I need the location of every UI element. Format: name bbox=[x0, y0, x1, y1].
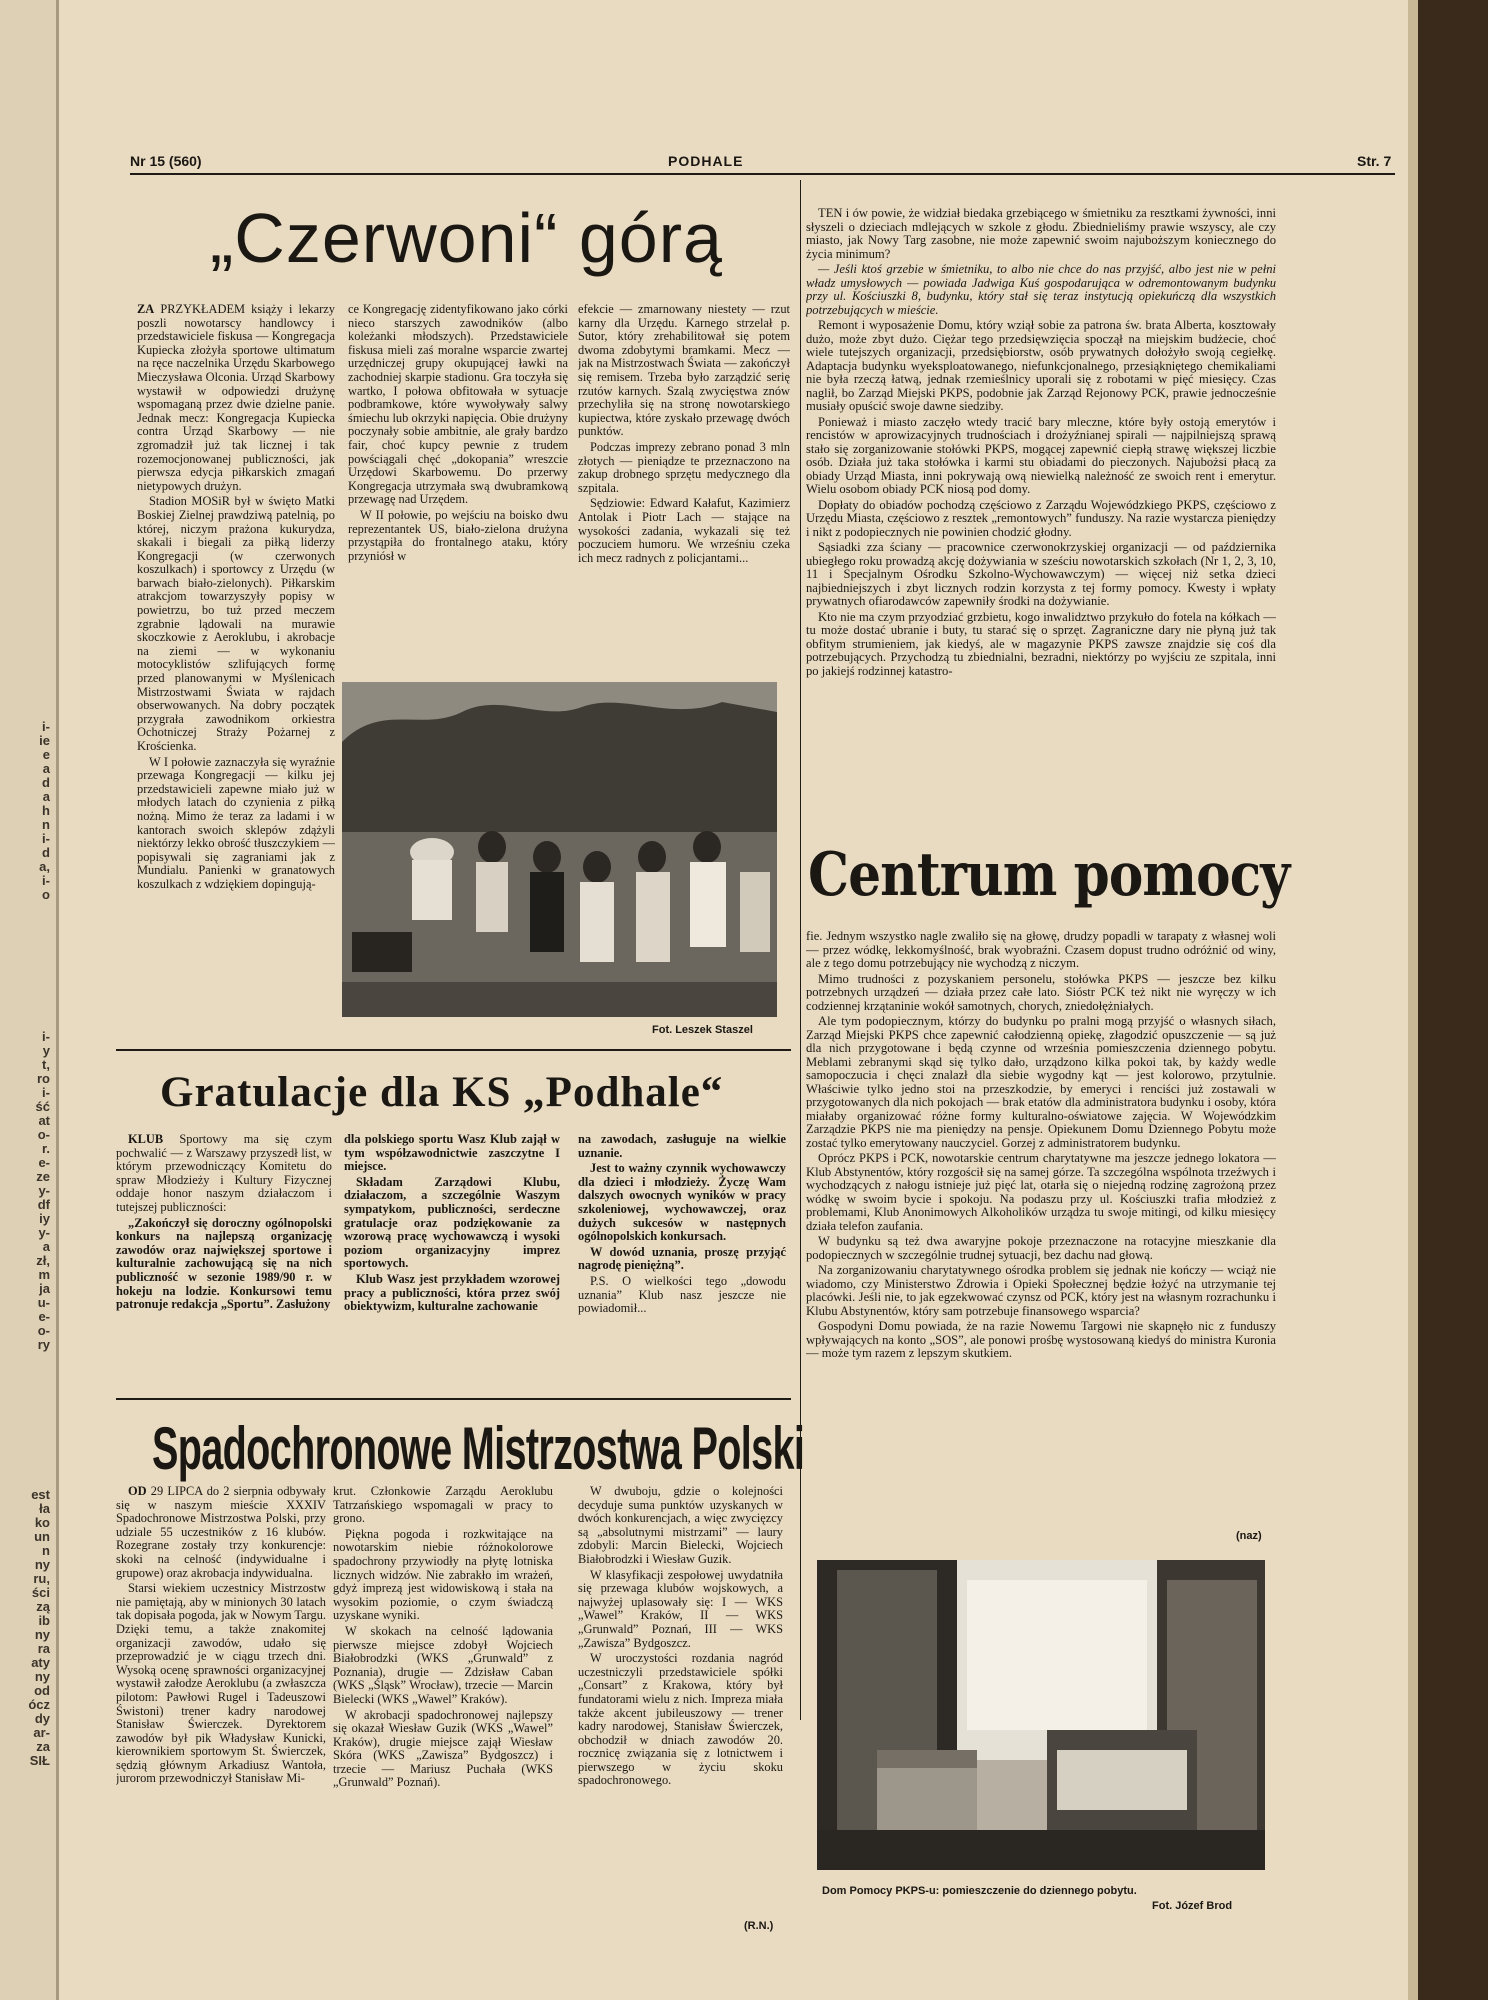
headline-spadochronowe: Spadochronowe Mistrzostwa Polski bbox=[152, 1415, 805, 1482]
fragment-text: ny bbox=[34, 1669, 50, 1684]
paragraph: krut. Członkowie Zarządu Aeroklubu Tatrzańskiego wspomagali w pracy to grono. bbox=[333, 1485, 553, 1526]
fragment-text: h bbox=[42, 803, 50, 818]
day-care-room-photo bbox=[817, 1560, 1265, 1870]
paragraph: Podczas imprezy zebrano ponad 3 mln złotych — pieniądze te przeznaczono na zakup drobnego sprzętu medycznego dla szpitala. bbox=[578, 439, 790, 495]
paragraph: OD 29 LIPCA do 2 sierpnia odbywały się w naszym mieście XXXIV Spadochronowe Mistrzostwa Polski, przy udziale 55 uczestników z 16 klubów. Rozegrane zostały trzy konkurencje: skoki na celność (indywidualne i grupowe) oraz akrobacja indywidualna. bbox=[116, 1485, 326, 1580]
paragraph: TEN i ów powie, że widział biedaka grzebiącego w śmietniku za resztkami żywności, inni słyszeli o dzieciach mdlejących w szkole z głodu. Zbiednieliśmy prawie wszyscy, ale czy miasto, jak Nowy Targ zasobne, nie może zapewnić swoim najuboższym koniecznego do życia minimum? bbox=[806, 207, 1276, 261]
fragment-text: a bbox=[42, 761, 50, 776]
lead-in: OD bbox=[128, 1485, 147, 1498]
fragment-text: d bbox=[42, 845, 50, 860]
fragment-text: a, bbox=[39, 859, 50, 874]
fragment-text: u- bbox=[37, 1295, 50, 1310]
fragment-text: iy bbox=[39, 1211, 50, 1226]
paragraph: Oprócz PKPS i PCK, nowotarskie centrum charytatywne ma jeszcze jednego lokatora — Klub Abstynentów, który rozgościł się na samej górze. Ta szczególna wspólnota trzeźwych i wychodzących z nałogu istnieje już pięć lat, otarła się o niejedną rodzinę zagrożoną przez wódkę w swoim bycie i spokoju. Na podaszu przy ul. Kościuszki trafia młodzież z problemami, Klub Anonimowych Alkoholików urządza tu swoje mitingi, od kilku miesięcy działa telefon zaufania. bbox=[806, 1151, 1276, 1233]
paragraph: „Zakończył się doroczny ogólnopolski konkurs na najlepszą organizację zawodów oraz największej sportowe i kulturalnie zachowującą się na nich publiczność w sezonie 1989/90 r. w hokeju na lodzie. Konkursowi temu patronuje redakcja „Sportu”. Zasłużony bbox=[116, 1215, 332, 1312]
article3-column-3 bbox=[578, 1133, 786, 1395]
paragraph: Remont i wyposażenie Domu, który wziął sobie za patrona św. brata Alberta, kosztowały dużo, może zbyt dużo. Ciężar tego przedsięwzięcia spoczął na miejskim budżecie, choć wiele tutejszych organizacji, przedsiębiorstw, osób prywatnych dołożyło swoją cegiełkę. Adaptacja budynku wyeksploatowanego, niefunkcjonalnego, przesiąkniętego chemikaliami nie była rzeczą łatwą, jednak rzemieślnicy uporali się z robotami w pięć miesięcy. Czas naglił, bo Zarząd Miejski PKPS, podobnie jak Zarząd Rejonowy PCK, prawie jednocześnie musiały opuścić swoje dawne siedziby. bbox=[806, 318, 1276, 413]
fragment-text: at bbox=[38, 1113, 50, 1128]
article4-column-1 bbox=[116, 1485, 326, 1940]
paragraph: Ponieważ i miasto zaczęło wtedy tracić bary mleczne, które były ostoją emerytów i rencistów w aprowizacyjnych trudnościach i drożyźnianej spirali — najpilniejszą sprawą stało się zorganizowanie stołówki PKPS, mogącej zapewnić ciepłą strawę większej liczbie osób. Działa już taka stołówka i karmi stu obiadami do pieczonych. Najubożsi płacą za obiady Urząd Miasta, inni pokrywają ową niewielką należność ze swoich rent i emerytur. Wielu osobom obiady PCK niosą pod domy. bbox=[806, 414, 1276, 496]
paragraph: W akrobacji spadochronowej najlepszy się okazał Wiesław Guzik (WKS „Wawel” Kraków), drugie miejsce zajął Wiesław Skóra (WKS „Zawisza” Bydgoszcz) i trzecie — Mariusz Puchała (WKS „Grunwald” Poznań). bbox=[333, 1707, 553, 1790]
paragraph: Mimo trudności z pozyskaniem personelu, stołówka PKPS — jeszcze bez kilku potrzebnych urządzeń — działa przez całe lato. Sióstr PCK też nikt nie wyręczy w ich codziennej krzątaninie wokół samotnych, chorych, zniedołężniałych. bbox=[806, 971, 1276, 1013]
fragment-text: ść bbox=[35, 1099, 50, 1114]
paragraph: Stadion MOSiR był w święto Matki Boskiej Zielnej prawdziwą patelnią, po której, niczym prażona kukurydza, skakali i biegali za piłką liderzy Kongregacji (w czerwonych koszulkach) i sportowcy z Urzędu (w barwach biało-zielonych). Piłkarskim atrakcjom towarzyszyły popisy w powietrzu, bo tuż przed meczem zgrabnie lądowali na murawie skoczkowie z Aeroklubu, i akrobacje na ziemi — w wykonaniu motocyklistów szlifujących formę przed planowanymi w Myślenicach Mistrzostwami Świata w rajdach obserwowanych. Na dobry początek przygrała zawodnikom orkiestra Ochotniczej Straży Pożarnej z Krościenka. bbox=[137, 494, 335, 753]
fragment-text: zł, bbox=[36, 1253, 50, 1268]
paragraph: P.S. O wielkości tego „dowodu uznania” Klub nasz jeszcze nie powiadomił... bbox=[578, 1273, 786, 1316]
lead-in: KLUB bbox=[128, 1133, 164, 1146]
fragment-text: ko bbox=[34, 1515, 50, 1530]
fragment-text: i- bbox=[42, 1085, 50, 1100]
paragraph: dla polskiego sportu Wasz Klub zajął w tym współzawodnictwie zaszczytne I miejsce. bbox=[344, 1133, 560, 1174]
fragment-text: o- bbox=[37, 1127, 50, 1142]
fragment-text: aty bbox=[31, 1655, 50, 1670]
day-care-room-photo-image bbox=[817, 1560, 1265, 1870]
column-divider bbox=[800, 180, 801, 1720]
fragment-text: i- bbox=[42, 719, 50, 734]
photo-caption: Dom Pomocy PKPS-u: pomieszczenie do dziennego pobytu. bbox=[822, 1885, 1137, 1897]
fragment-text: un bbox=[34, 1529, 50, 1544]
fragment-text: y bbox=[42, 1043, 50, 1058]
fragment-text: ib bbox=[38, 1613, 50, 1628]
fragment-text: ar- bbox=[33, 1725, 50, 1740]
paragraph: KLUB Sportowy ma się czym pochwalić — z Warszawy przyszedł list, w którym przewodniczący Komitetu do spraw Młodzieży i Kultury Fizycznej oddaje honor naszym działaczom i tutejszej publiczności: bbox=[116, 1133, 332, 1214]
paragraph: W uroczystości rozdania nagród uczestniczyli przedstawiciele spółki „Consart” z Krakowa, który był fundatorami wielu z nich. Impreza miała także akcent jubileuszowy — trener kadry narodowej, Stanisław Świerczek, obchodził w dniach zawodów 20. rocznicę związania się z lotnictwem i pierwszego w życiu skoku spadochronowego. bbox=[578, 1651, 783, 1788]
football-team-photo bbox=[342, 682, 777, 1017]
header-rule bbox=[130, 173, 1395, 175]
signature: (R.N.) bbox=[744, 1920, 774, 1932]
article2-intro-column bbox=[806, 207, 1276, 825]
fragment-text: ócz bbox=[28, 1697, 50, 1712]
fragment-text: n bbox=[42, 817, 50, 832]
fragment-text: od bbox=[34, 1683, 50, 1698]
fragment-text: a bbox=[42, 789, 50, 804]
photo-credit: Fot. Józef Brod bbox=[1152, 1900, 1233, 1912]
paragraph: Piękna pogoda i rozkwitające na nowotarskim niebie różnokolorowe spadochrony przywiodły na płytę lotniska licznych widzów. Nie zabrakło im wrażeń, gdyż imprezą jest widowiskową i stała na wysokim poziomie, o czym świadczą uzyskane wyniki. bbox=[333, 1526, 553, 1623]
paragraph: W klasyfikacji zespołowej uwydatniła się przewaga klubów wojskowych, a najwyżej uplasowały się: I — WKS „Wawel” Kraków, II — WKS „Grunwald” Poznań, III — WKS „Zawisza” Bydgoszcz. bbox=[578, 1567, 783, 1650]
paragraph: Starsi wiekiem uczestnicy Mistrzostw nie pamiętają, aby w minionych 30 latach tak dopisała pogoda, jak w Nowym Targu. Dzięki temu, a także znakomitej organizacji zawodów, udało się przeprowadzić je w ciągu trzech dni. Wysoką ocenę sprawności organizacyjnej wystawił załodze Aeroklubu (a zwłaszcza pilotom: Pawłowi Rugel i Tadeuszowi Świstoni) trener kadry narodowej Stanisław Świerczek. Dyrektorem zawodów był pik Władysław Kunicki, kierownikiem sportowym St. Świerczek, sędzią głównym Arkadiusz Wantoła, jurorom przewodniczył Stanisław Mi- bbox=[116, 1581, 326, 1786]
paragraph: efekcie — zmarnowany niestety — rzut karny dla Urzędu. Karnego strzelał p. Sutor, który zrehabilitował się potem dwoma zdobytymi bramkami. Mecz — jak na Mistrzostwach Świata — zakończył się remisem. Trzeba było zarządzić serię rzutów karnych. Szalą zwycięstwa znów przechyliła się na stronę nowotarskiego kupiectwa, które zyskało przewagę dwóch punktów. bbox=[578, 303, 790, 439]
article1-column-3 bbox=[578, 303, 790, 678]
article3-column-2 bbox=[344, 1133, 560, 1395]
paragraph: Jest to ważny czynnik wychowawczy dla dzieci i młodzieży. Życzę Wam dalszych owocnych wyników w pracy szkoleniowej, wychowawczej, oraz dużych sukcesów w następnych ogólnopolskich konkursach. bbox=[578, 1161, 786, 1244]
fragment-text: dy bbox=[34, 1711, 50, 1726]
article2-main-column bbox=[806, 930, 1276, 1545]
headline-gratulacje: Gratulacje dla KS „Podhale“ bbox=[160, 1069, 724, 1116]
paragraph: Sędziowie: Edward Kałafut, Kazimierz Antolak i Piotr Lach — stające na wysokości zadania, wykazali się też poczuciem humoru. We wrześniu czeka ich mecz radnych z policjantami... bbox=[578, 496, 790, 565]
headline-centrum-pomocy: Centrum pomocy bbox=[808, 840, 1290, 910]
photo-credit: Fot. Leszek Staszel bbox=[652, 1024, 753, 1036]
football-team-photo-image bbox=[342, 682, 777, 1017]
fragment-text: y- bbox=[38, 1225, 50, 1240]
previous-page-fragment bbox=[0, 1030, 50, 1352]
paragraph: W dowód uznania, proszę przyjąć nagrodę pieniężną”. bbox=[578, 1244, 786, 1273]
paragraph: na zawodach, zasługuje na wielkie uznanie. bbox=[578, 1133, 786, 1160]
fragment-text: zą bbox=[36, 1599, 50, 1614]
page-number: Str. 7 bbox=[1357, 153, 1392, 169]
fragment-text: ry bbox=[37, 1337, 50, 1352]
fragment-text: y- bbox=[38, 1183, 50, 1198]
fragment-text: ro bbox=[37, 1071, 50, 1086]
paragraph: Ale tym podopiecznym, którzy do budynku po pralni mogą przyjść o własnych siłach, Zarząd Miejski PKPS chce zapewnić całodzienną opiekę, złagodzić opuszczenie — są już dla nich przygotowane i będą czynne od września pomieszczenia dziennego pobytu. Meblami zebranymi skąd się tylko dało, urządzono kilka pokoi tak, by każdy wedle samopoczucia i chęci znalazł dla siebie wygodny kąt — jest kolorowo, przytulnie. Właściwie tylko jedno stoi na przeszkodzie, by emeryci i renciści już zostawali w przygotowanych dla nich pokojach — brak etatów dla administratora budynku i osoby, która miałaby organizować różne formy kulturalno-oświatowe zajęcia. W Wojewódzkim Zarządzie PKPS nie ma pieniędzy na pensje. Opiekunem Domu Dziennego Pobytu może zostać tylko emerytowany nauczyciel. Gorzej z administratorem budynku. bbox=[806, 1014, 1276, 1150]
fragment-text: t, bbox=[42, 1057, 50, 1072]
paragraph: W skokach na celność lądowania pierwsze miejsce zdobył Wojciech Białobrodzki (WKS „Grunwald” z Poznania), drugie — Zdzisław Caban (WKS „Śląsk” Wrocław), trzecie — Marcin Bielecki (WKS „Wawel” Kraków). bbox=[333, 1623, 553, 1706]
fragment-text: a bbox=[42, 1239, 50, 1254]
paragraph: Kto nie ma czym przyodziać grzbietu, kogo inwalidztwo przykuło do fotela na kółkach — tu może dostać ubranie i buty, tu starać się o sprzęt. Zagraniczne dary nie płyną już tak obfitym strumieniem, jak kiedyś, ale w magazynie PKPS zawsze znajdzie się coś dla potrzebujących. Przychodzą tu zbiednialni, bezradni, niektórzy po wyjściu ze szpitala, inni po jakiejś rodzinnej katastro- bbox=[806, 609, 1276, 678]
article1-column-2 bbox=[348, 303, 568, 663]
fragment-text: SIŁ bbox=[29, 1753, 50, 1768]
paragraph: Na zorganizowaniu charytatywnego ośrodka problem się jednak nie kończy — wciąż nie wiadomo, czy Ministerstwo Zdrowia i Opieki Społecznej będzie łożyć na utrzymanie tej placówki. Jeśli nie, to jak egzekwować czynsz od PCK, który jest na własnym rozrachunku i Klubu Abstynentów, który sam potrzebuje finansowego wsparcia? bbox=[806, 1263, 1276, 1318]
paragraph: ce Kongregację zidentyfikowano jako córki nieco starszych zawodników (albo koleżanki młodszych). Przedstawiciele fiskusa mieli zaś moralne wsparcie zwartej urzędniczej grupy okupującej ławki na zachodniej skarpie stadionu. Gra toczyła się wartko, I połowa obfitowała w sytuacje podbramkowe, które wywoływały salwy śmiechu lub okrzyki napięcia. Obie drużyny poczynały sobie ambitnie, ale grały bardzo fair, choć kupcy pewnie z trudem powściągali chęć „dokopania” wreszcie Urzędowi Skarbowemu. Do przerwy Kongregacja utrzymała swą dwubramkową przewagę nad Urzędem. bbox=[348, 303, 568, 507]
fragment-text: m bbox=[38, 1267, 50, 1282]
article4-column-3 bbox=[578, 1485, 783, 1925]
paragraph: W dwuboju, gdzie o kolejności decyduje suma punktów uzyskanych w dwóch konkurencjach, a więc zwycięzcy są „absolutnymi mistrzami” — laury zdobyli: Marcin Bielecki, Wojciech Białobrodzki i Wiesław Guzik. bbox=[578, 1485, 783, 1566]
fragment-text: n bbox=[42, 1543, 50, 1558]
newspaper-name: PODHALE bbox=[668, 153, 744, 169]
fragment-text: i- bbox=[42, 1029, 50, 1044]
fragment-text: e- bbox=[38, 1309, 50, 1324]
section-rule bbox=[116, 1398, 791, 1400]
fragment-text: za bbox=[36, 1739, 50, 1754]
fragment-text: ie bbox=[39, 733, 50, 748]
previous-page-fragment bbox=[0, 1488, 50, 1768]
paragraph: Dopłaty do obiadów pochodzą częściowo z Zarządu Wojewódzkiego PKPS, częściowo z Urzędu Miasta, częściowo z resztek „remontowych” funduszy. Na razie wystarcza pieniędzy i nikt z podopiecznych nie powinien chodzić głodny. bbox=[806, 497, 1276, 539]
article1-column-1 bbox=[137, 303, 335, 1023]
fragment-text: i- bbox=[42, 831, 50, 846]
fragment-text: i- bbox=[42, 873, 50, 888]
headline-czerwoni: „Czerwoni“ górą bbox=[210, 199, 723, 277]
issue-number: Nr 15 (560) bbox=[130, 153, 202, 169]
fragment-text: ze bbox=[36, 1169, 50, 1184]
fragment-text: o bbox=[42, 887, 50, 902]
paragraph: — Jeśli ktoś grzebie w śmietniku, to albo nie chce do nas przyjść, albo jest nie w pełni władz umysłowych — powiada Jadwiga Kuś gospodarująca w odremontowanym budynku przy ul. Kościuszki 8, budynku, który stał się teraz instytucją opiekuńczą dla wszystkich potrzebujących w mieście. bbox=[806, 262, 1276, 317]
paragraph: W budynku są też dwa awaryjne pokoje przeznaczone na rotacyjne mieszkanie dla podopiecznych w szczególnie trudnej sytuacji, bez dachu nad głową. bbox=[806, 1234, 1276, 1262]
fragment-text: ny bbox=[34, 1557, 50, 1572]
fragment-text: ny bbox=[34, 1627, 50, 1642]
article3-column-1 bbox=[116, 1133, 332, 1395]
fragment-text: ści bbox=[31, 1585, 50, 1600]
paragraph: Klub Wasz jest przykładem wzorowej pracy a publiczności, która przez swój obiektywizm, kulturalne zachowanie bbox=[344, 1271, 560, 1314]
paragraph: ZA PRZYKŁADEM książy i lekarzy poszli nowotarscy handlowcy i przedstawiciele fiskusa — Kongregacja Kupiecka złożyła sportowe ultimatum na ręce naczelnika Urzędu Skarbowego Mieczysława Olconia. Urząd Skarbowy wystawił w odpowiedzi drużynę wspomaganą przez dwie dzielne panie. Jednak mecz: Kongregacja Kupiecka contra Urząd Skarbowy — nie zgromadził już tak licznej i tak rozemocjonowanej publiczności, jak pierwsza edycja piłkarskich zmagań nietypowych drużyn. bbox=[137, 303, 335, 493]
fragment-text: e- bbox=[38, 1155, 50, 1170]
page-gutter-shadow bbox=[56, 0, 59, 2000]
fragment-text: o- bbox=[37, 1323, 50, 1338]
fragment-text: ja bbox=[39, 1281, 50, 1296]
fragment-text: e bbox=[42, 747, 50, 762]
paragraph: fie. Jednym wszystko nagle zwaliło się na głowę, drudzy popadli w tarapaty z własnej woli — przez wódkę, lekkomyślność, brak wyobraźni. Czasem dopust trudno odróżnić od winy, ale z tego domu potrzebujący nie wychodzą z niczym. bbox=[806, 930, 1276, 970]
fragment-text: r. bbox=[42, 1141, 50, 1156]
fragment-text: d bbox=[42, 775, 50, 790]
paragraph: W I połowie zaznaczyła się wyraźnie przewaga Kongregacji — kilku jej przedstawicieli zapewne miało już w młodych latach do czynienia z piłką nożną. Mimo że teraz za ladami i w kantorach swoich sklepów zdążyli niektórzy lekko obrość tłuszczykiem — popisywali się zagraniami jak z Mundialu. Panienki w granatowych koszulkach z wdziękiem dopingują- bbox=[137, 754, 335, 891]
fragment-text: est bbox=[31, 1487, 50, 1502]
paragraph: Sąsiadki zza ściany — pracownice czerwonokrzyskiej organizacji — od października ubiegłego roku prowadzą akcję dożywiania w sześciu nowotarskich szkołach (Nr 1, 2, 3, 10, 11 i Specjalnym Ośrodku Szkolno-Wychowawczym) — więcej niż setka dzieci najbiedniejszych i zbyt licznych rodzin korzysta z tej formy pomocy. Kwesty i wpłaty prywatnych ofiarodawców zapewniły środki na dożywianie. bbox=[806, 540, 1276, 608]
signature: (naz) bbox=[1236, 1530, 1262, 1542]
fragment-text: ła bbox=[39, 1501, 50, 1516]
paragraph: W II połowie, po wejściu na boisko dwu reprezentantek US, biało-zielona drużyna przystąpiła do frontalnego ataku, który przyniósł w bbox=[348, 507, 568, 563]
paragraph: Składam Zarządowi Klubu, działaczom, a szczególnie Waszym sympatykom, publiczności, serdeczne gratulacje oraz podziękowanie za wzorową pracę wychowawczą i wysoki poziom organizacyjny imprez sportowych. bbox=[344, 1174, 560, 1271]
lead-in: ZA bbox=[137, 303, 155, 316]
section-rule bbox=[116, 1049, 791, 1051]
fragment-text: df bbox=[37, 1197, 50, 1212]
article4-column-2 bbox=[333, 1485, 553, 1940]
binding-edge bbox=[1418, 0, 1488, 2000]
fragment-text: ra bbox=[37, 1641, 50, 1656]
paragraph: Gospodyni Domu powiada, że na razie Nowemu Targowi nie skapnęło nic z funduszy wpływających na konto „SOS”, ale ponowi prośbę wystosowaną kiedyś do ministra Kuronia — może tym razem z lepszym skutkiem. bbox=[806, 1319, 1276, 1360]
previous-page-fragment bbox=[0, 720, 50, 902]
fragment-text: ru, bbox=[33, 1571, 50, 1586]
